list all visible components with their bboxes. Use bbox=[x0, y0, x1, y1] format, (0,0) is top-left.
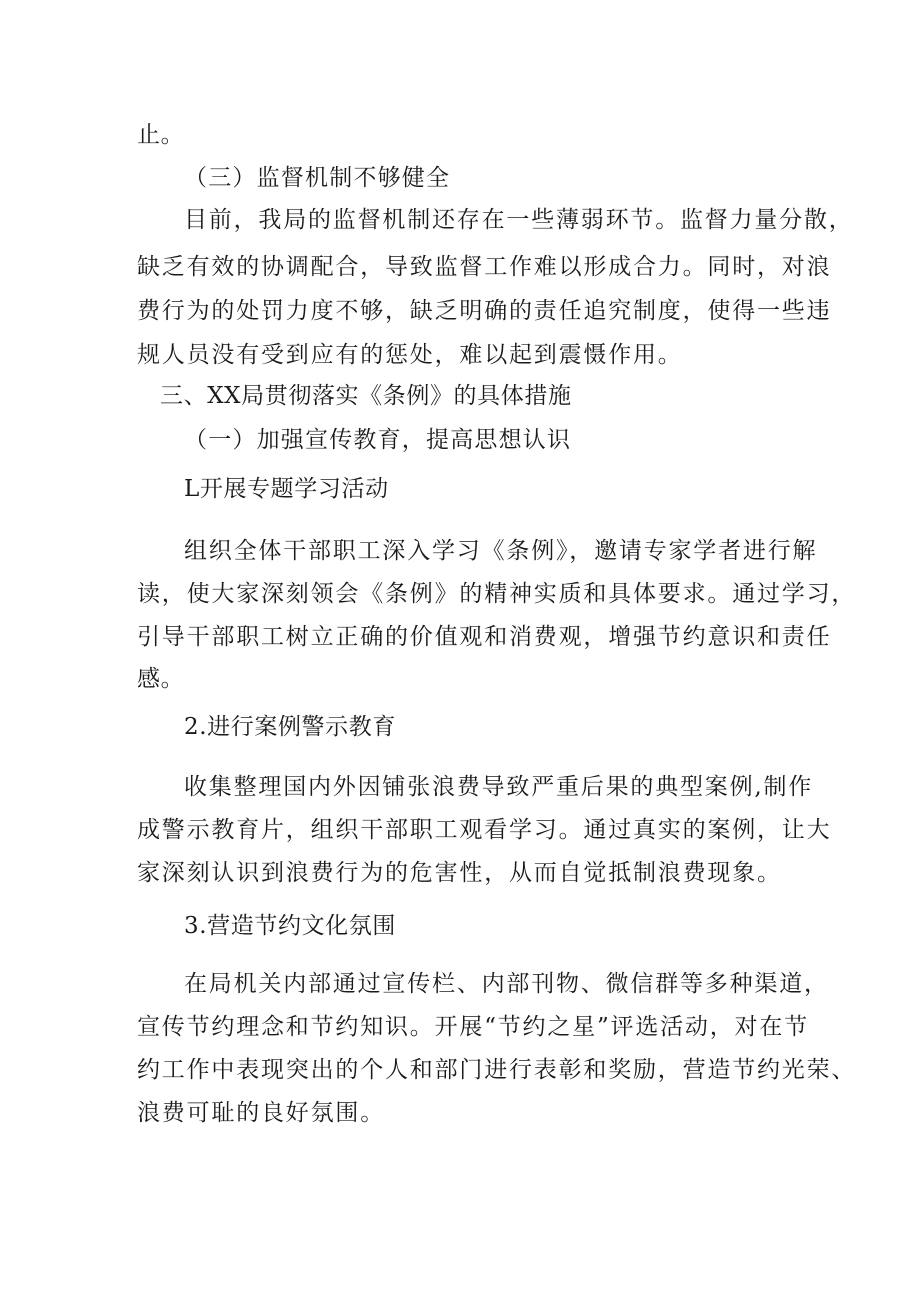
subheading-supervision: （三）监督机制不够健全 bbox=[184, 165, 451, 191]
body-line: 读，使大家深刻领会《条例》的精神实质和具体要求。通过学习， bbox=[137, 581, 857, 607]
body-line: 家深刻认识到浪费行为的危害性，从而自觉抵制浪费现象。 bbox=[137, 860, 782, 886]
body-line: 目前，我局的监督机制还存在一些薄弱环节。监督力量分散， bbox=[184, 207, 854, 233]
body-line: 约工作中表现突出的个人和部门进行表彰和奖励，营造节约光荣、 bbox=[137, 1057, 857, 1083]
subheading-education: （一）加强宣传教育，提高思想认识 bbox=[184, 427, 572, 453]
body-line: 在局机关内部通过宣传栏、内部刊物、微信群等多种渠道， bbox=[184, 971, 829, 997]
body-line: 成警示教育片，组织干部职工观看学习。通过真实的案例，让大 bbox=[137, 817, 832, 843]
item-heading-2: 2.进行案例警示教育 bbox=[184, 714, 396, 740]
paragraph-end-line: 止。 bbox=[137, 122, 185, 148]
body-line: 宣传节约理念和节约知识。开展“节约之星”评选活动，对在节 bbox=[137, 1014, 809, 1040]
body-line: 引导干部职工树立正确的价值观和消费观，增强节约意识和责任 bbox=[137, 624, 832, 650]
body-line: 感。 bbox=[137, 666, 185, 692]
item-heading-1: L开展专题学习活动 bbox=[184, 476, 389, 502]
body-line: 组织全体干部职工深入学习《条例》，邀请专家学者进行解 bbox=[184, 538, 818, 564]
body-line: 规人员没有受到应有的惩处，难以起到震慑作用。 bbox=[137, 342, 683, 368]
body-line: 缺乏有效的协调配合，导致监督工作难以形成合力。同时，对浪 bbox=[137, 254, 832, 280]
body-line: 收集整理国内外因铺张浪费导致严重后果的典型案例,制作 bbox=[184, 774, 814, 800]
item-heading-3: 3.营造节约文化氛围 bbox=[184, 913, 396, 939]
body-line: 费行为的处罚力度不够，缺乏明确的责任追究制度，使得一些违 bbox=[137, 298, 832, 324]
body-line: 浪费可耻的良好氛围。 bbox=[137, 1100, 385, 1126]
section-heading: 三、XX局贯彻落实《条例》的具体措施 bbox=[160, 383, 572, 409]
